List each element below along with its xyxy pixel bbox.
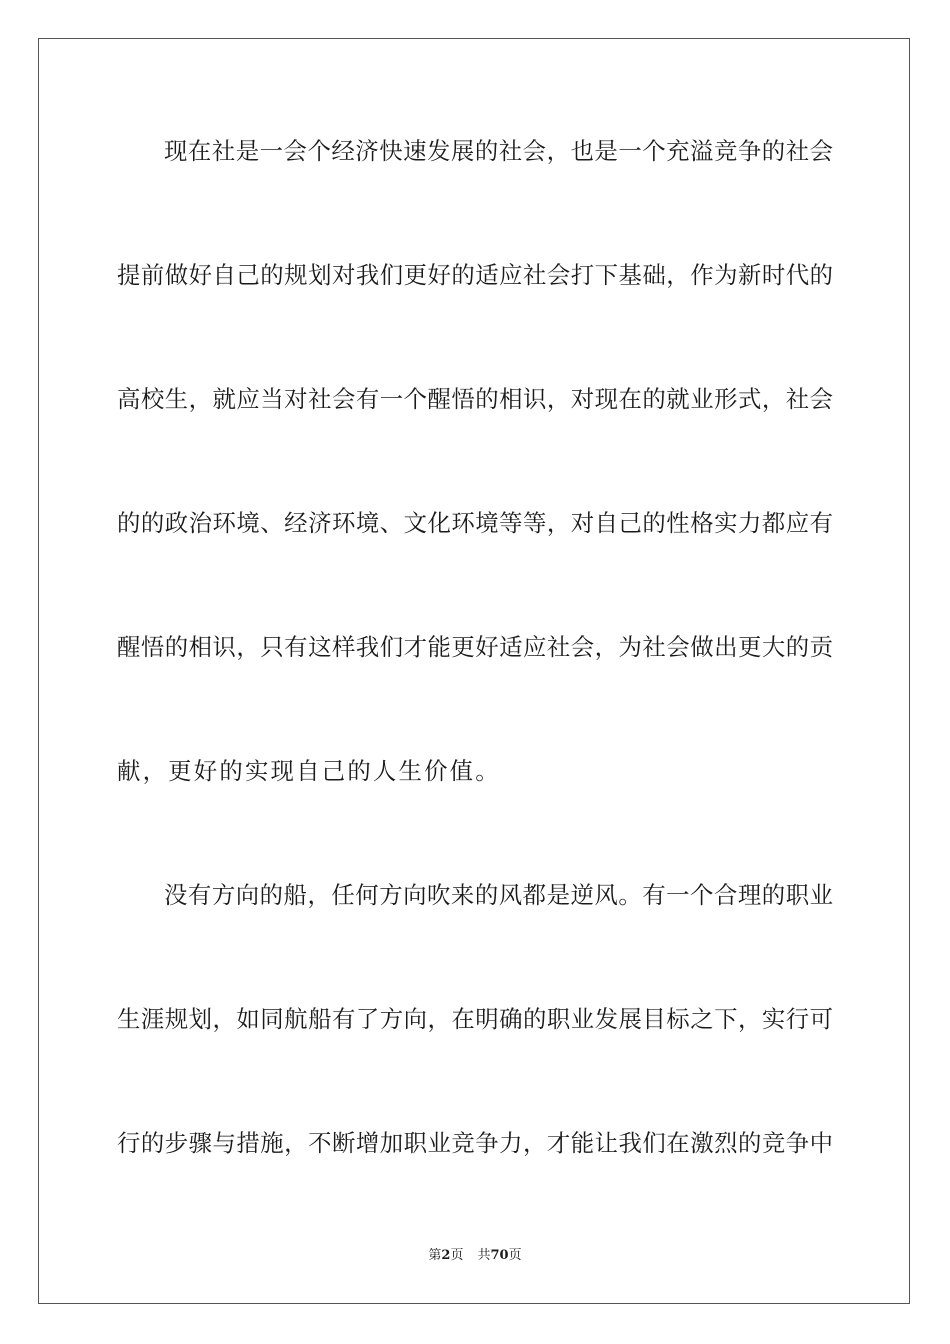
paragraph-1-line-3: 高校生，就应当对社会有一个醒悟的相识，对现在的就业形式，社会 xyxy=(117,385,833,413)
paragraph-1-line-6: 献，更好的实现自己的人生价值。 xyxy=(117,757,501,785)
paragraph-2-line-3: 行的步骤与措施，不断增加职业竞争力，才能让我们在激烈的竞争中 xyxy=(117,1129,833,1157)
total-suffix: 页 xyxy=(508,1248,522,1263)
page-number: 2 xyxy=(441,1248,451,1263)
paragraph-1-line-5: 醒悟的相识，只有这样我们才能更好适应社会，为社会做出更大的贡 xyxy=(117,633,833,661)
paragraph-2-line-2: 生涯规划，如同航船有了方向，在明确的职业发展目标之下，实行可 xyxy=(117,1005,833,1033)
paragraph-1-line-2: 提前做好自己的规划对我们更好的适应社会打下基础，作为新时代的 xyxy=(117,261,833,289)
total-prefix: 共 xyxy=(477,1248,491,1263)
paragraph-2-line-1: 没有方向的船，任何方向吹来的风都是逆风。有一个合理的职业 xyxy=(164,881,833,909)
paragraph-1-line-1: 现在社是一会个经济快速发展的社会，也是一个充溢竞争的社会 xyxy=(164,137,833,165)
page-suffix: 页 xyxy=(450,1248,464,1263)
page-prefix: 第 xyxy=(428,1248,442,1263)
total-pages: 70 xyxy=(490,1248,509,1263)
page-border xyxy=(38,38,910,1304)
page-footer xyxy=(0,1246,950,1266)
paragraph-1-line-4: 的的政治环境、经济环境、文化环境等等，对自己的性格实力都应有 xyxy=(117,509,833,537)
